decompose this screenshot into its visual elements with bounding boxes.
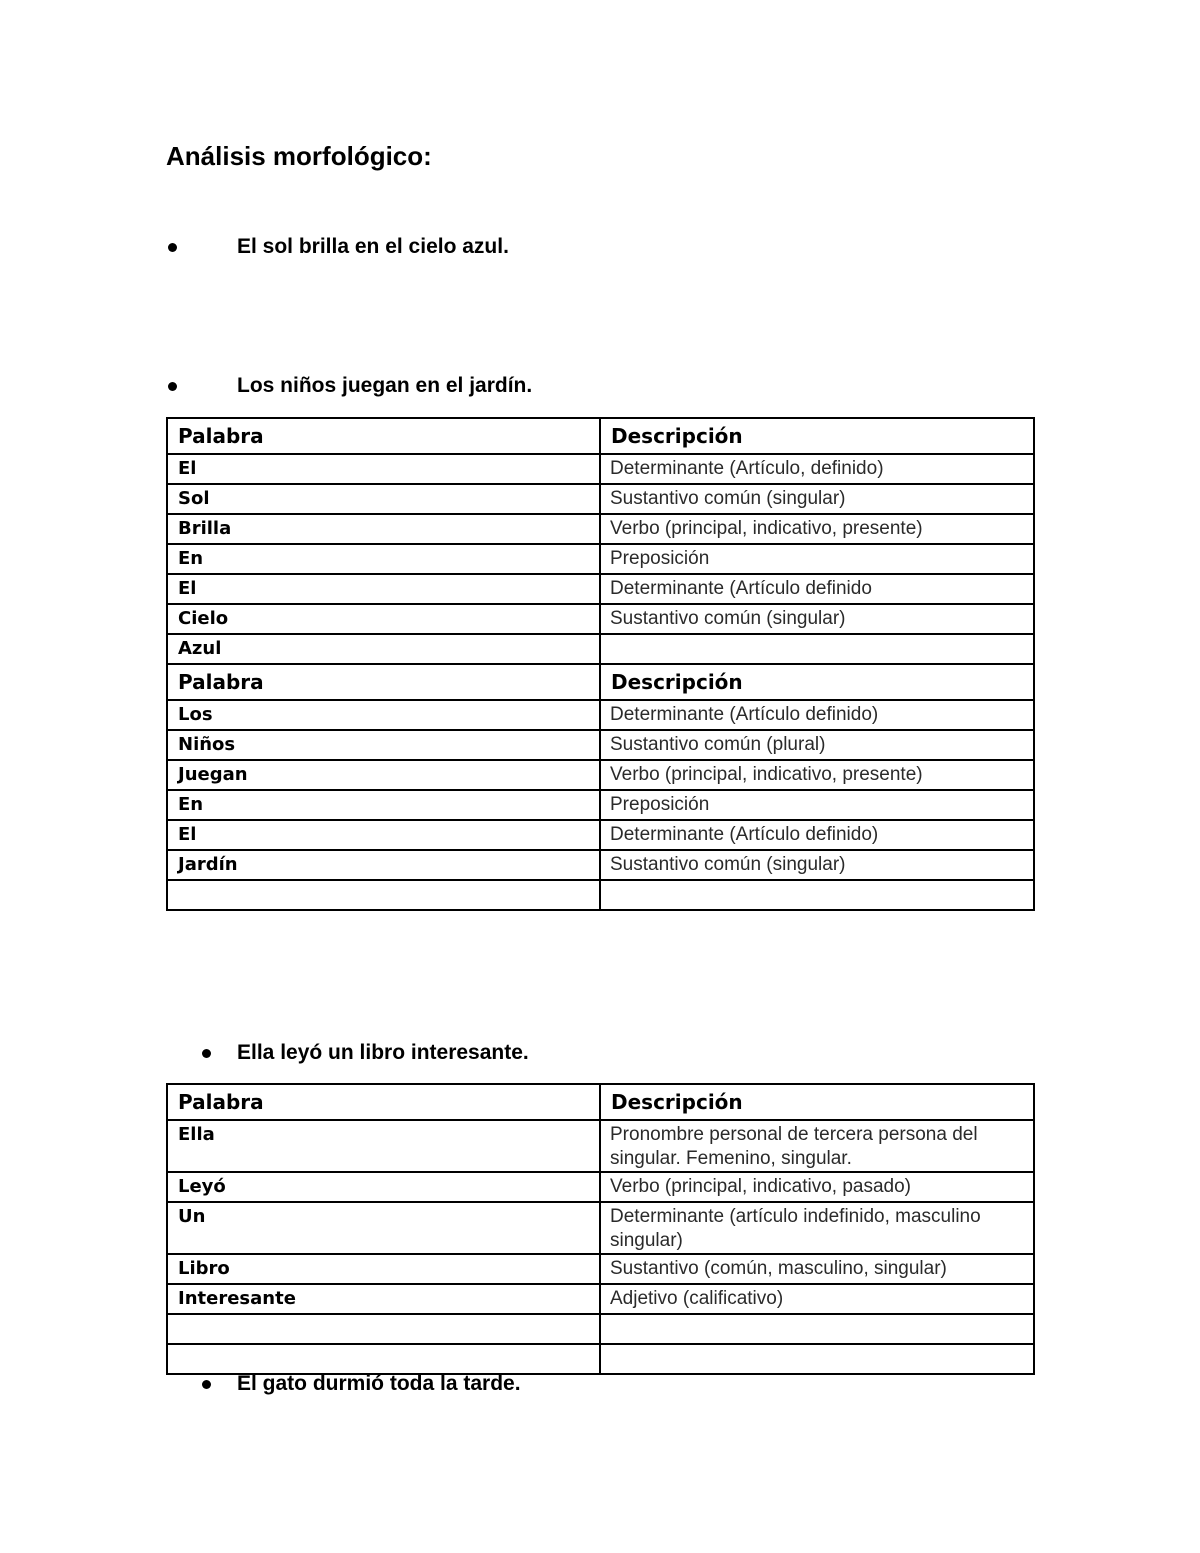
header-word: Palabra bbox=[167, 418, 600, 454]
description-cell bbox=[600, 634, 1034, 664]
word-cell bbox=[167, 1344, 600, 1374]
bullet-icon bbox=[168, 243, 177, 252]
word-cell: El bbox=[167, 574, 600, 604]
word-cell: Los bbox=[167, 700, 600, 730]
table-row bbox=[167, 1284, 1034, 1314]
sentence-text: Ella leyó un libro interesante. bbox=[237, 1041, 529, 1064]
word-cell: En bbox=[167, 544, 600, 574]
table-row bbox=[167, 700, 1034, 730]
sentence-text: El gato durmió toda la tarde. bbox=[237, 1372, 521, 1395]
table-row bbox=[167, 574, 1034, 604]
sentence-text: El sol brilla en el cielo azul. bbox=[237, 235, 509, 258]
table-row bbox=[167, 790, 1034, 820]
sentence-text: Los niños juegan en el jardín. bbox=[237, 374, 533, 397]
description-cell: Determinante (Artículo, definido) bbox=[600, 454, 1034, 484]
table-row bbox=[167, 514, 1034, 544]
description-cell bbox=[600, 1314, 1034, 1344]
word-cell: Juegan bbox=[167, 760, 600, 790]
table-row bbox=[167, 1120, 1034, 1172]
table-row-empty bbox=[167, 1314, 1034, 1344]
table-row bbox=[167, 1202, 1034, 1254]
description-cell: Preposición bbox=[600, 544, 1034, 574]
table-row bbox=[167, 1172, 1034, 1202]
word-cell: Brilla bbox=[167, 514, 600, 544]
table-row bbox=[167, 760, 1034, 790]
word-cell: Leyó bbox=[167, 1172, 600, 1202]
header-word: Palabra bbox=[167, 1084, 600, 1120]
table-row bbox=[167, 604, 1034, 634]
bullet-icon bbox=[202, 1380, 211, 1389]
description-cell: Adjetivo (calificativo) bbox=[600, 1284, 1034, 1314]
table-row bbox=[167, 544, 1034, 574]
word-cell: Interesante bbox=[167, 1284, 600, 1314]
table-row bbox=[167, 820, 1034, 850]
page-title: Análisis morfológico: bbox=[166, 141, 432, 171]
analysis-table-1 bbox=[166, 417, 1035, 911]
description-cell: Verbo (principal, indicativo, presente) bbox=[600, 514, 1034, 544]
word-cell: Cielo bbox=[167, 604, 600, 634]
description-cell: Sustantivo común (singular) bbox=[600, 484, 1034, 514]
table-row bbox=[167, 730, 1034, 760]
header-word: Palabra bbox=[167, 664, 600, 700]
description-cell: Determinante (Artículo definido) bbox=[600, 700, 1034, 730]
description-cell: Determinante (artículo indefinido, masculino singular) bbox=[600, 1202, 1034, 1254]
table-row-empty bbox=[167, 880, 1034, 910]
header-description: Descripción bbox=[600, 1084, 1034, 1120]
description-cell: Verbo (principal, indicativo, pasado) bbox=[600, 1172, 1034, 1202]
bullet-icon bbox=[202, 1049, 211, 1058]
word-cell: Jardín bbox=[167, 850, 600, 880]
description-cell: Determinante (Artículo definido bbox=[600, 574, 1034, 604]
word-cell: El bbox=[167, 454, 600, 484]
word-cell: Un bbox=[167, 1202, 600, 1254]
table-header-row bbox=[167, 1084, 1034, 1120]
description-cell bbox=[600, 1344, 1034, 1374]
table-row bbox=[167, 634, 1034, 664]
word-cell: En bbox=[167, 790, 600, 820]
word-cell: Libro bbox=[167, 1254, 600, 1284]
header-description: Descripción bbox=[600, 418, 1034, 454]
word-cell: Ella bbox=[167, 1120, 600, 1172]
table-row bbox=[167, 454, 1034, 484]
table-row bbox=[167, 484, 1034, 514]
table-row bbox=[167, 850, 1034, 880]
description-cell: Pronombre personal de tercera persona del singular. Femenino, singular. bbox=[600, 1120, 1034, 1172]
table-header-row bbox=[167, 418, 1034, 454]
word-cell: Niños bbox=[167, 730, 600, 760]
header-description: Descripción bbox=[600, 664, 1034, 700]
analysis-table-2 bbox=[166, 1083, 1035, 1375]
table-header-row bbox=[167, 664, 1034, 700]
bullet-icon bbox=[168, 382, 177, 391]
word-cell bbox=[167, 880, 600, 910]
description-cell: Sustantivo común (plural) bbox=[600, 730, 1034, 760]
word-cell bbox=[167, 1314, 600, 1344]
word-cell: Sol bbox=[167, 484, 600, 514]
description-cell bbox=[600, 880, 1034, 910]
description-cell: Sustantivo común (singular) bbox=[600, 850, 1034, 880]
description-cell: Preposición bbox=[600, 790, 1034, 820]
description-cell: Sustantivo común (singular) bbox=[600, 604, 1034, 634]
table-row bbox=[167, 1254, 1034, 1284]
word-cell: Azul bbox=[167, 634, 600, 664]
word-cell: El bbox=[167, 820, 600, 850]
table-row-empty bbox=[167, 1344, 1034, 1374]
description-cell: Verbo (principal, indicativo, presente) bbox=[600, 760, 1034, 790]
description-cell: Determinante (Artículo definido) bbox=[600, 820, 1034, 850]
description-cell: Sustantivo (común, masculino, singular) bbox=[600, 1254, 1034, 1284]
